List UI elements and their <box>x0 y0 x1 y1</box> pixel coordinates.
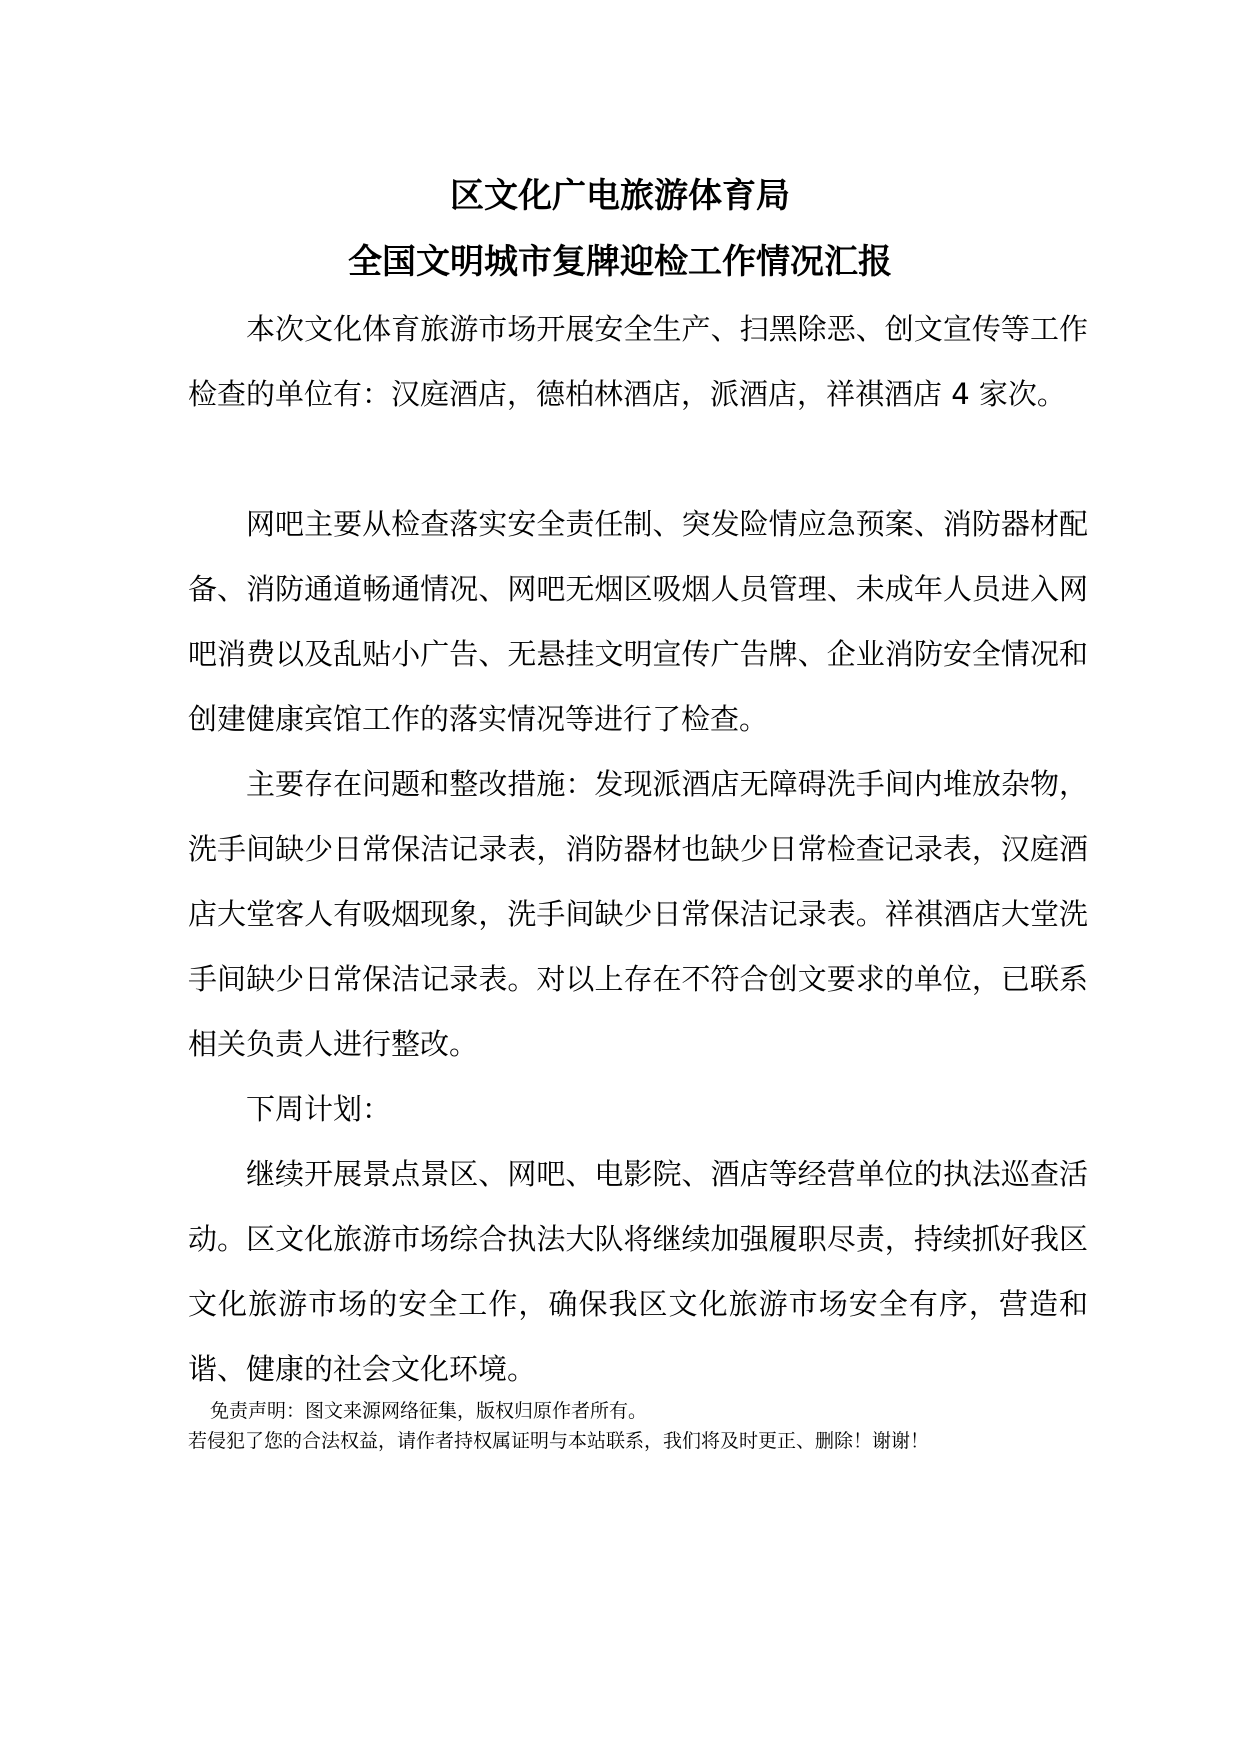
paragraph-next-week-plan <box>188 1142 1088 1402</box>
disclaimer-line-2: 若侵犯了您的合法权益，请作者持权属证明与本站联系，我们将及时更正、删除！谢谢！ <box>188 1430 930 1452</box>
paragraph-inspection-units <box>188 297 1088 427</box>
paragraph-problems-and-fixes <box>188 752 1088 1077</box>
disclaimer-line-1: 免责声明：图文来源网络征集，版权归原作者所有。 <box>210 1400 648 1422</box>
paragraph-next-week-heading <box>188 1077 1088 1142</box>
paragraph-text: 网吧主要从检查落实安全责任制、突发险情应急预案、消防器材配备、消防通道畅通情况、网吧无烟区吸烟人员管理、未成年人员进入网吧消费以及乱贴小广告、无悬挂文明宣传广告牌、企业消防安全情况和创建健康宾馆工作的落实情况等进行了检查。 <box>188 507 1088 736</box>
document-title-line-1: 区文化广电旅游体育局 <box>450 176 790 216</box>
paragraph-text: 继续开展景点景区、网吧、电影院、酒店等经营单位的执法巡查活动。区文化旅游市场综合执法大队将继续加强履职尽责，持续抓好我区文化旅游市场的安全工作，确保我区文化旅游市场安全有序，营造和谐、健康的社会文化环境。 <box>188 1157 1088 1386</box>
paragraph-internet-cafe-checks <box>188 492 1088 752</box>
paragraph-text: 主要存在问题和整改措施：发现派酒店无障碍洗手间内堆放杂物，洗手间缺少日常保洁记录表，消防器材也缺少日常检查记录表，汉庭酒店大堂客人有吸烟现象，洗手间缺少日常保洁记录表。祥祺酒店大堂洗手间缺少日常保洁记录表。对以上存在不符合创文要求的单位，已联系相关负责人进行整改。 <box>188 767 1088 1061</box>
paragraph-text: 下周计划： <box>246 1092 392 1126</box>
paragraph-text: 本次文化体育旅游市场开展安全生产、扫黑除恶、创文宣传等工作检查的单位有：汉庭酒店，德柏林酒店，派酒店，祥祺酒店 4 家次。 <box>188 312 1088 411</box>
document-title-line-2: 全国文明城市复牌迎检工作情况汇报 <box>348 242 892 282</box>
